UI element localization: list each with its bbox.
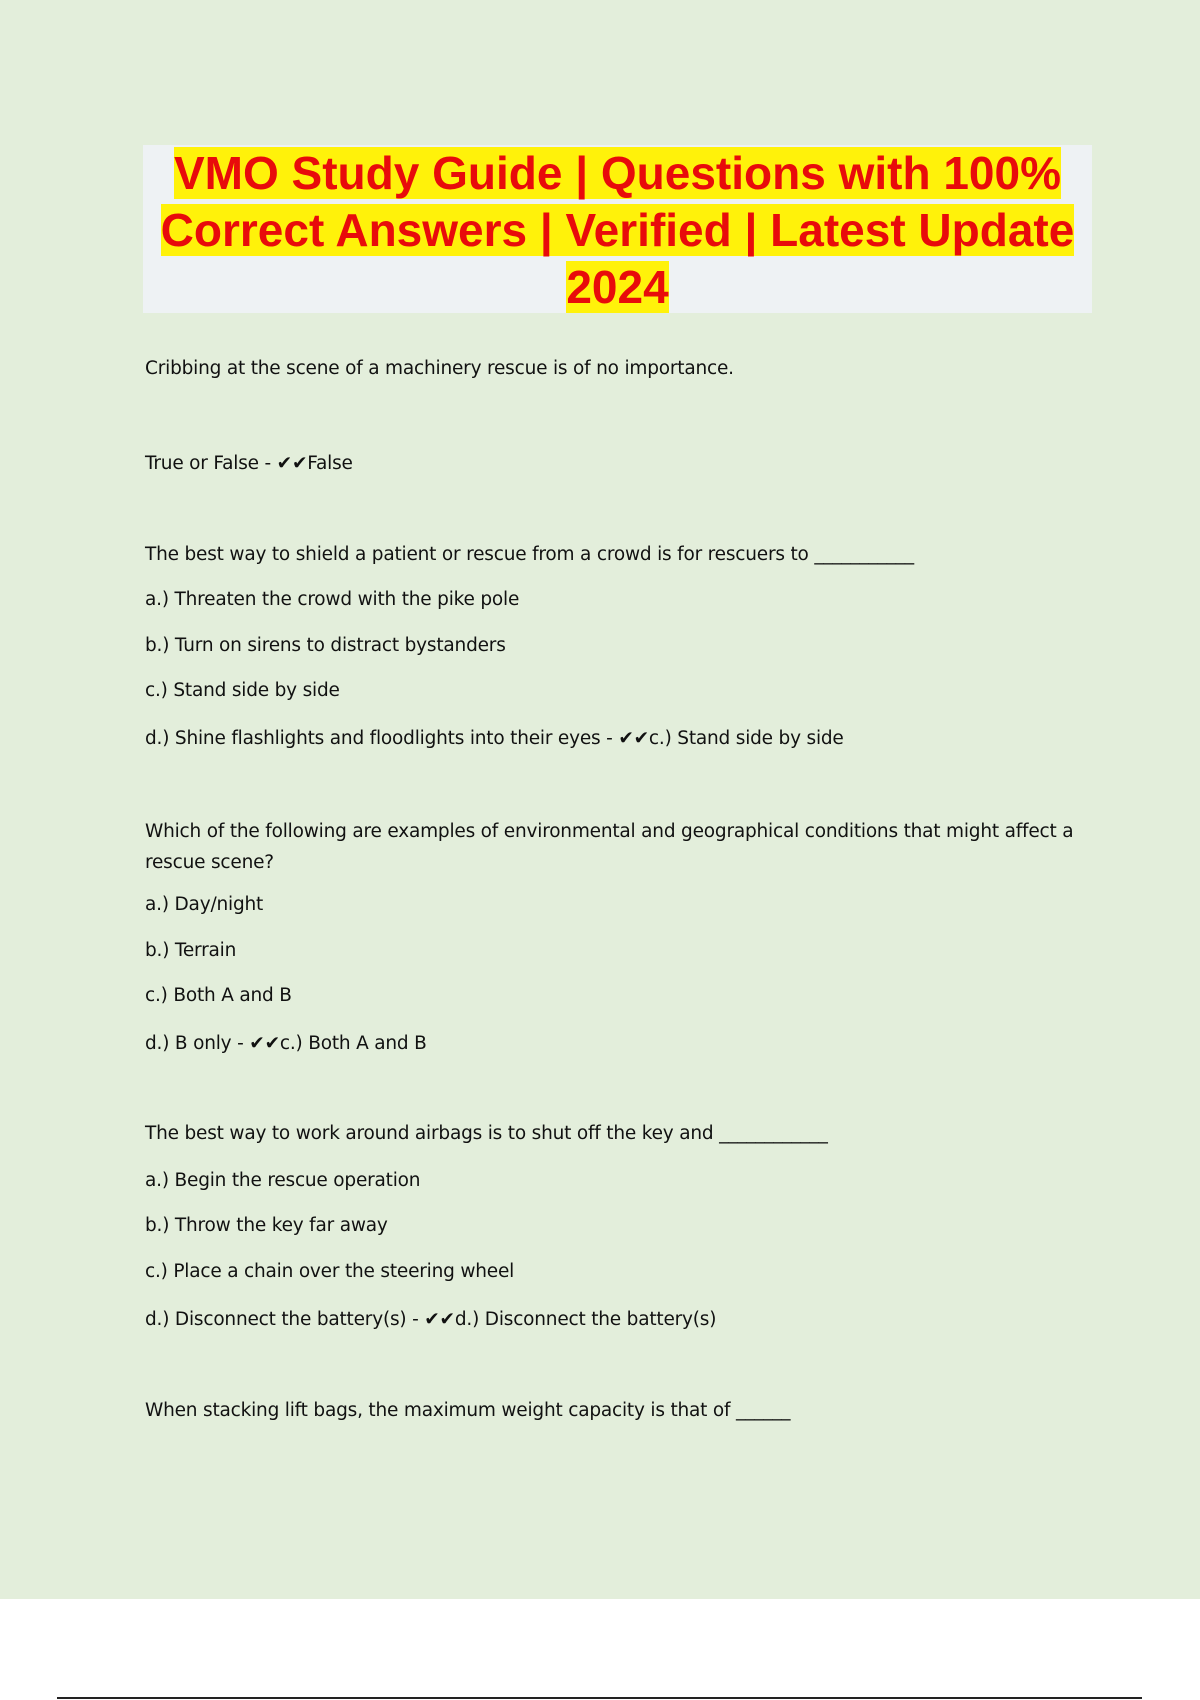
- question-text: The best way to shield a patient or rescue from a crowd is for rescuers to ___________: [145, 544, 914, 565]
- option-answer-text: d.) Shine flashlights and floodlights into their eyes - ✔✔c.) Stand side by side: [145, 728, 844, 749]
- question-text: Which of the following are examples of environmental and geographical conditions that might affect a rescue scene?: [145, 821, 1074, 873]
- document-title: VMO Study Guide | Questions with 100% Correct Answers | Verified | Latest Update 2024: [160, 147, 1075, 313]
- option-text: a.) Begin the rescue operation: [145, 1170, 421, 1191]
- option-answer-text: d.) B only - ✔✔c.) Both A and B: [145, 1033, 427, 1054]
- option-text: b.) Terrain: [145, 940, 237, 961]
- footer-divider: [57, 1697, 1142, 1699]
- answer-text: True or False - ✔✔False: [145, 453, 353, 474]
- option-text: a.) Threaten the crowd with the pike pole: [145, 589, 520, 610]
- option-text: c.) Place a chain over the steering wheel: [145, 1261, 515, 1282]
- question-text: Cribbing at the scene of a machinery rescue is of no importance.: [145, 358, 734, 379]
- option-text: c.) Stand side by side: [145, 680, 340, 701]
- option-text: b.) Turn on sirens to distract bystanders: [145, 635, 506, 656]
- question-text: The best way to work around airbags is to shut off the key and ____________: [145, 1123, 828, 1144]
- title-banner: [143, 145, 1092, 313]
- option-text: c.) Both A and B: [145, 985, 292, 1006]
- option-text: b.) Throw the key far away: [145, 1215, 388, 1236]
- option-text: a.) Day/night: [145, 894, 264, 915]
- question-text: When stacking lift bags, the maximum weight capacity is that of ______: [145, 1400, 791, 1421]
- option-answer-text: d.) Disconnect the battery(s) - ✔✔d.) Disconnect the battery(s): [145, 1309, 717, 1330]
